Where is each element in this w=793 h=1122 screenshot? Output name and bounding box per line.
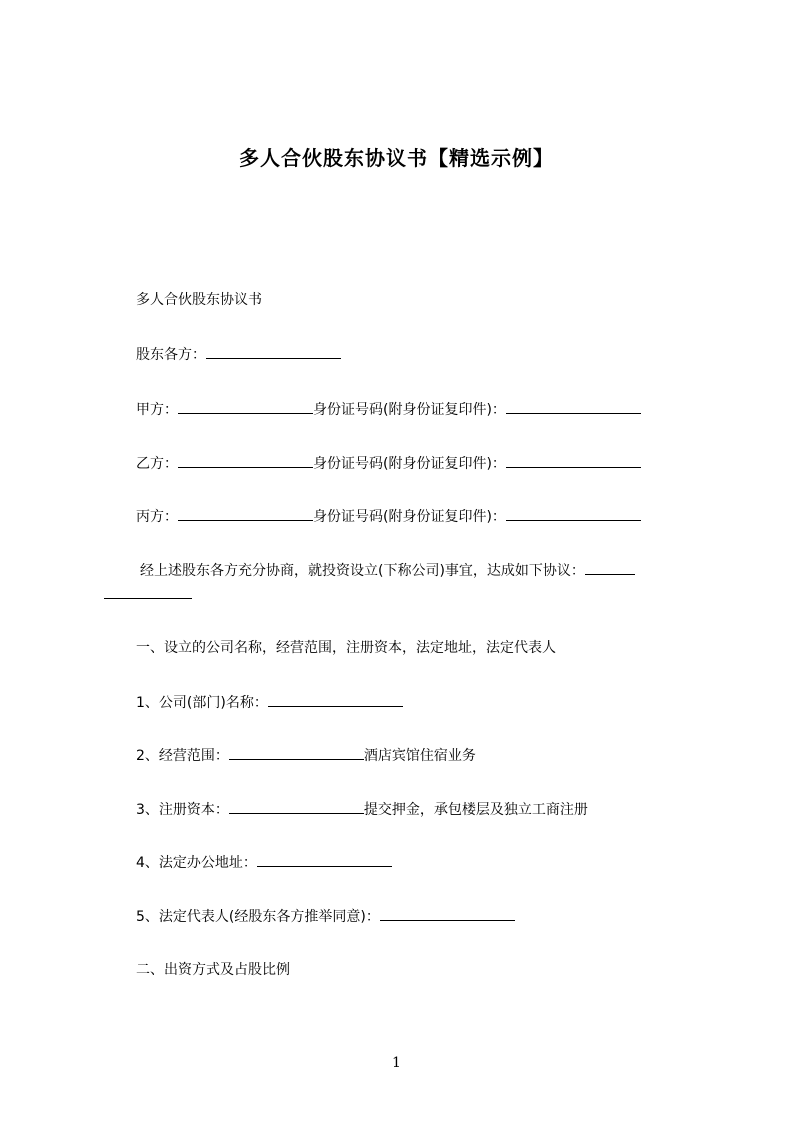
item5-blank [380, 906, 515, 921]
item1-blank [268, 692, 403, 707]
party-b-id-blank [506, 453, 641, 468]
party-c-id-label: 身份证号码(附身份证复印件)： [313, 509, 506, 525]
party-a-id-blank [506, 399, 641, 414]
intro-text: 经上述股东各方充分协商，就投资设立(下称公司)事宜，达成如下协议： [140, 563, 585, 579]
intro-blank [585, 560, 635, 575]
item4-label: 4、法定办公地址： [136, 855, 257, 871]
party-a-line [136, 399, 641, 420]
item3-suffix: 提交押金，承包楼层及独立工商注册 [363, 802, 588, 818]
page-number: 1 [392, 1055, 401, 1071]
party-b-label: 乙方： [136, 456, 178, 472]
parties-label: 股东各方： [136, 347, 206, 363]
item2-suffix: 酒店宾馆住宿业务 [363, 748, 476, 764]
party-c-name-blank [178, 506, 313, 521]
item1-line [136, 692, 403, 713]
intro-blank-continued [104, 584, 192, 599]
section2-heading-text: 二、出资方式及占股比例 [136, 962, 290, 978]
agreement-heading-text: 多人合伙股东协议书 [136, 292, 262, 308]
intro-line [140, 560, 635, 581]
item3-label: 3、注册资本： [136, 802, 229, 818]
section2-heading [136, 960, 290, 980]
item1-label: 1、公司(部门)名称： [136, 695, 268, 711]
item3-line [136, 799, 588, 820]
item2-line [136, 745, 476, 766]
item4-blank [257, 852, 392, 867]
item5-label: 5、法定代表人(经股东各方推举同意)： [136, 909, 380, 925]
item2-blank [229, 745, 364, 760]
party-b-line [136, 453, 641, 474]
item4-line [136, 852, 392, 873]
item5-line [136, 906, 515, 927]
party-a-label: 甲方： [136, 402, 178, 418]
item2-label: 2、经营范围： [136, 748, 229, 764]
agreement-heading [136, 290, 262, 310]
party-c-id-blank [506, 506, 641, 521]
item3-blank [229, 799, 364, 814]
party-a-name-blank [178, 399, 313, 414]
party-c-line [136, 506, 641, 527]
section1-heading-text: 一、设立的公司名称，经营范围，注册资本，法定地址，法定代表人 [136, 640, 556, 656]
parties-blank [206, 344, 341, 359]
section1-heading [136, 638, 556, 658]
party-b-id-label: 身份证号码(附身份证复印件)： [313, 456, 506, 472]
document-title: 多人合伙股东协议书【精选示例】 [239, 146, 554, 170]
party-c-label: 丙方： [136, 509, 178, 525]
parties-line [136, 344, 341, 365]
party-a-id-label: 身份证号码(附身份证复印件)： [313, 402, 506, 418]
party-b-name-blank [178, 453, 313, 468]
intro-continuation [104, 584, 192, 605]
